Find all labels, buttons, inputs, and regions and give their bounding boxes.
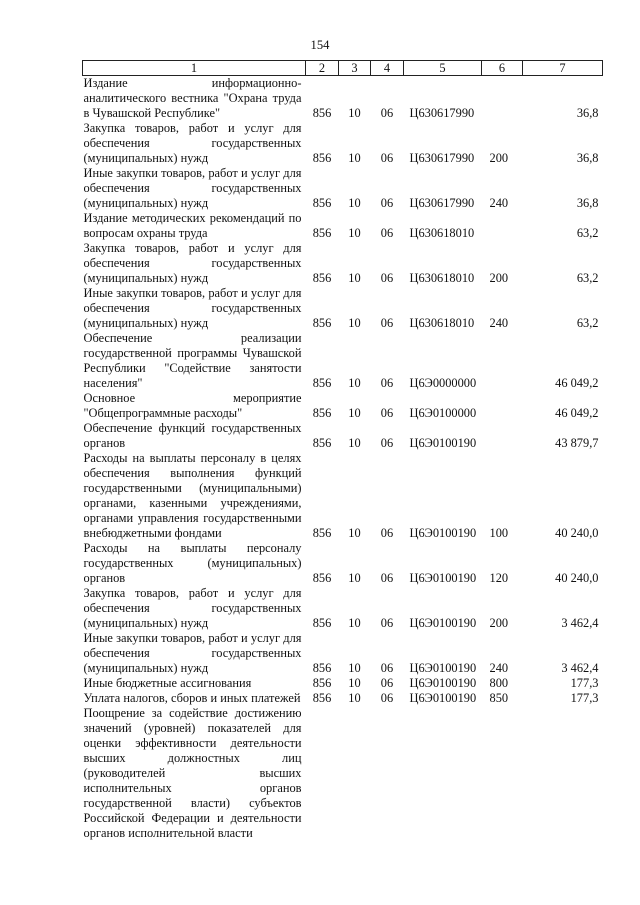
page-number: 154 [310, 38, 330, 52]
row-section: 10 [348, 616, 361, 630]
row-section: 10 [348, 376, 361, 390]
budget-table [82, 60, 603, 841]
row-subsection: 06 [380, 676, 394, 690]
table-row [83, 691, 603, 706]
row-amount [523, 706, 603, 841]
row-target-article: Ц6Э0100190 [409, 436, 477, 450]
row-subsection: 06 [380, 196, 394, 210]
row-target-article: Ц630618010 [409, 316, 475, 330]
row-section: 10 [348, 196, 361, 210]
row-name: Обеспечение функций государственных органов [83, 421, 302, 450]
table-row [83, 76, 603, 122]
row-expense-type [482, 421, 523, 451]
row-name: Иные закупки товаров, работ и услуг для обеспечения государственных (муниципальных) нужд [83, 286, 302, 330]
row-grbs: 856 [312, 676, 332, 690]
row-expense-type: 240 [489, 316, 509, 330]
row-amount: 40 240,0 [555, 526, 599, 540]
row-grbs: 856 [312, 106, 332, 120]
row-target-article: Ц6Э0000000 [409, 376, 477, 390]
row-section: 10 [348, 436, 361, 450]
header-col-amount: 7 [523, 61, 603, 76]
row-name: Расходы на выплаты персоналу государственных (муниципальных) органов [83, 541, 302, 585]
row-section: 10 [348, 271, 361, 285]
row-target-article: Ц6Э0100190 [409, 526, 477, 540]
table-row [83, 676, 603, 691]
row-grbs: 856 [312, 691, 332, 705]
row-target-article: Ц6Э0100190 [409, 676, 477, 690]
row-name: Издание методических рекомендаций по вопросам охраны труда [83, 211, 302, 240]
row-subsection: 06 [380, 151, 394, 165]
row-amount: 36,8 [576, 106, 599, 120]
row-expense-type: 200 [489, 271, 509, 285]
row-subsection: 06 [380, 691, 394, 705]
row-section: 10 [348, 691, 361, 705]
row-name: Иные бюджетные ассигнования [83, 676, 252, 690]
row-target-article: Ц6Э0100190 [409, 661, 477, 675]
row-name: Уплата налогов, сборов и иных платежей [83, 691, 301, 705]
table-row [83, 586, 603, 631]
row-amount: 46 049,2 [555, 376, 599, 390]
row-name: Расходы на выплаты персоналу в целях обеспечения выполнения функций государственными (муниципальными) органами, казенными учреждениями, органами управления государственными внебюджетными фондами [83, 451, 302, 540]
row-name: Закупка товаров, работ и услуг для обеспечения государственных (муниципальных) нужд [83, 586, 302, 630]
row-target-article: Ц6Э0100190 [409, 616, 477, 630]
row-name: Закупка товаров, работ и услуг для обеспечения государственных (муниципальных) нужд [83, 121, 302, 165]
row-grbs: 856 [312, 151, 332, 165]
row-expense-type: 240 [489, 196, 509, 210]
row-expense-type: 120 [489, 571, 509, 585]
row-grbs: 856 [312, 271, 332, 285]
row-amount: 36,8 [576, 151, 599, 165]
row-amount: 3 462,4 [561, 616, 599, 630]
row-target-article [404, 706, 482, 841]
row-grbs: 856 [312, 661, 332, 675]
row-subsection: 06 [380, 526, 394, 540]
row-expense-type: 200 [489, 151, 509, 165]
row-name: Иные закупки товаров, работ и услуг для обеспечения государственных (муниципальных) нужд [83, 631, 302, 675]
row-amount: 63,2 [576, 271, 599, 285]
row-subsection: 06 [380, 376, 394, 390]
row-target-article: Ц630617990 [409, 106, 475, 120]
table-row [83, 706, 603, 841]
row-grbs: 856 [312, 616, 332, 630]
row-expense-type [482, 76, 523, 122]
row-expense-type: 800 [489, 676, 509, 690]
row-name: Иные закупки товаров, работ и услуг для обеспечения государственных (муниципальных) нужд [83, 166, 302, 210]
table-row [83, 451, 603, 541]
row-subsection: 06 [380, 271, 394, 285]
header-col-name: 1 [83, 61, 306, 76]
table-row [83, 166, 603, 211]
row-section [339, 706, 371, 841]
row-grbs: 856 [312, 436, 332, 450]
table-row [83, 241, 603, 286]
row-expense-type [482, 211, 523, 241]
row-grbs: 856 [312, 196, 332, 210]
row-expense-type [482, 331, 523, 391]
row-section: 10 [348, 571, 361, 585]
row-section: 10 [348, 406, 361, 420]
header-row [83, 61, 603, 76]
row-grbs: 856 [312, 376, 332, 390]
row-grbs [306, 706, 339, 841]
row-grbs: 856 [312, 406, 332, 420]
row-section: 10 [348, 106, 361, 120]
table-header [83, 61, 603, 76]
table-row [83, 631, 603, 676]
table-row [83, 121, 603, 166]
row-amount: 177,3 [570, 691, 599, 705]
row-subsection: 06 [380, 616, 394, 630]
table-body [83, 76, 603, 842]
row-target-article: Ц6Э0100190 [409, 691, 477, 705]
table-row [83, 541, 603, 586]
row-target-article: Ц630617990 [409, 196, 475, 210]
row-target-article: Ц630618010 [409, 226, 475, 240]
row-grbs: 856 [312, 526, 332, 540]
row-name: Издание информационно-аналитического вестника "Охрана труда в Чувашской Республике" [83, 76, 302, 120]
row-subsection: 06 [380, 226, 394, 240]
header-col-subsection: 4 [371, 61, 404, 76]
table-row [83, 331, 603, 391]
row-expense-type: 200 [489, 616, 509, 630]
row-grbs: 856 [312, 316, 332, 330]
row-subsection: 06 [380, 661, 394, 675]
table-row [83, 211, 603, 241]
row-section: 10 [348, 661, 361, 675]
header-col-grbs: 2 [306, 61, 339, 76]
row-subsection: 06 [380, 436, 394, 450]
row-target-article: Ц630617990 [409, 151, 475, 165]
row-target-article: Ц630618010 [409, 271, 475, 285]
row-grbs: 856 [312, 226, 332, 240]
row-subsection: 06 [380, 406, 394, 420]
row-section: 10 [348, 151, 361, 165]
row-target-article: Ц6Э0100000 [409, 406, 477, 420]
row-amount: 40 240,0 [555, 571, 599, 585]
row-expense-type [482, 391, 523, 421]
row-amount: 63,2 [576, 226, 599, 240]
row-amount: 63,2 [576, 316, 599, 330]
row-subsection: 06 [380, 316, 394, 330]
row-amount: 43 879,7 [555, 436, 599, 450]
row-name: Обеспечение реализации государственной программы Чувашской Республики "Содействие занятости населения" [83, 331, 302, 390]
row-amount: 177,3 [570, 676, 599, 690]
row-amount: 3 462,4 [561, 661, 599, 675]
table-row [83, 286, 603, 331]
row-subsection [371, 706, 404, 841]
row-expense-type: 100 [489, 526, 509, 540]
row-grbs: 856 [312, 571, 332, 585]
header-col-section: 3 [339, 61, 371, 76]
row-name: Основное мероприятие "Общепрограммные расходы" [83, 391, 302, 420]
row-expense-type: 850 [489, 691, 509, 705]
row-subsection: 06 [380, 571, 394, 585]
row-amount: 46 049,2 [555, 406, 599, 420]
row-section: 10 [348, 226, 361, 240]
row-amount: 36,8 [576, 196, 599, 210]
table-row [83, 391, 603, 421]
row-target-article: Ц6Э0100190 [409, 571, 477, 585]
row-expense-type: 240 [489, 661, 509, 675]
row-subsection: 06 [380, 106, 394, 120]
table-row [83, 421, 603, 451]
header-col-expense-type: 6 [482, 61, 523, 76]
row-name: Поощрение за содействие достижению значений (уровней) показателей для оценки эффективности деятельности высших должностных лиц (руководителей высших исполнительных органов государственной власти) субъектов Российской Федерации и деятельности органов исполнительной власти [83, 706, 302, 840]
header-col-target-article: 5 [404, 61, 482, 76]
row-expense-type [482, 706, 523, 841]
row-section: 10 [348, 316, 361, 330]
row-section: 10 [348, 676, 361, 690]
row-name: Закупка товаров, работ и услуг для обеспечения государственных (муниципальных) нужд [83, 241, 302, 285]
row-section: 10 [348, 526, 361, 540]
